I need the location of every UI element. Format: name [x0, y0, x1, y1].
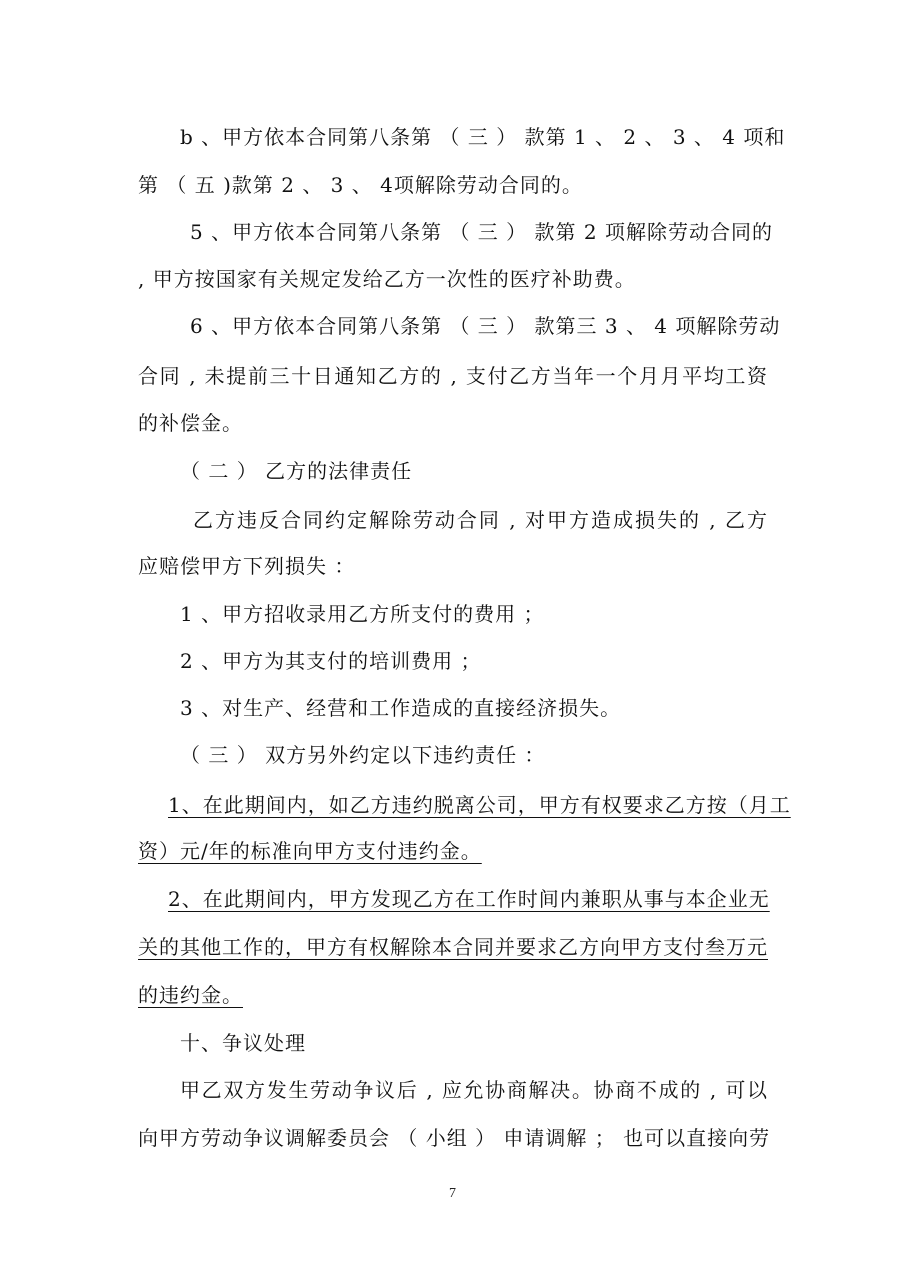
paragraph-6-line-2: 合同 , 未提前三十日通知乙方的 , 支付乙方当年一个月月平均工资: [138, 364, 768, 388]
mutual-clause-2-line-2: 关的其他工作的，甲方有权解除本合同并要求乙方向甲方支付叁万元: [138, 935, 768, 959]
loss-item-2: 2 、甲方为其支付的培训费用 ；: [180, 649, 482, 673]
dispute-line-1: 甲乙双方发生劳动争议后 , 应允协商解决。协商不成的 , 可以: [180, 1078, 768, 1102]
paragraph-6-line-1: 6 、甲方依本合同第八条第 （ 三 ） 款第三 3 、 4 项解除劳动: [190, 314, 781, 338]
paragraph-b-line-1: b 、甲方依本合同第八条第 （ 三 ） 款第 1 、 2 、 3 、 4 项和: [180, 125, 786, 149]
page-number: 7: [449, 1186, 456, 1201]
paragraph-5-line-2: , 甲方按国家有关规定发给乙方一次性的医疗补助费。: [138, 267, 636, 291]
mutual-clause-1-line-1: 1、在此期间内，如乙方违约脱离公司，甲方有权要求乙方按（月工: [168, 793, 791, 817]
loss-item-1: 1 、甲方招收录用乙方所支付的费用 ；: [180, 602, 545, 626]
section-heading-mutual-liability: （ 三 ） 双方另外约定以下违约责任 ：: [180, 743, 546, 767]
paragraph-b-line-2: 第 （ 五 )款第 2 、 3 、 4项解除劳动合同的。: [138, 173, 583, 197]
mutual-clause-1-line-2: 资）元/年的标准向甲方支付违约金。: [138, 839, 482, 863]
mutual-clause-2-line-1: 2、在此期间内，甲方发现乙方在工作时间内兼职从事与本企业无: [168, 887, 770, 911]
mutual-clause-2-line-3: 的违约金。: [138, 983, 243, 1007]
party-b-liability-line-2: 应赔偿甲方下列损失 ：: [138, 554, 356, 578]
paragraph-5-line-1: 5 、甲方依本合同第八条第 （ 三 ） 款第 2 项解除劳动合同的: [190, 220, 773, 244]
dispute-line-2: 向甲方劳动争议调解委员会 （ 小组 ） 申请调解 ； 也可以直接向劳: [138, 1126, 771, 1150]
party-b-liability-line-1: 乙方违反合同约定解除劳动合同 , 对甲方造成损失的 , 乙方: [193, 508, 768, 532]
section-heading-dispute-resolution: 十、争议处理: [180, 1031, 306, 1055]
section-heading-party-b-liability: （ 二 ） 乙方的法律责任: [180, 459, 413, 483]
loss-item-3: 3 、对生产、经营和工作造成的直接经济损失。: [180, 696, 622, 720]
paragraph-6-line-3: 的补偿金。: [138, 411, 243, 435]
